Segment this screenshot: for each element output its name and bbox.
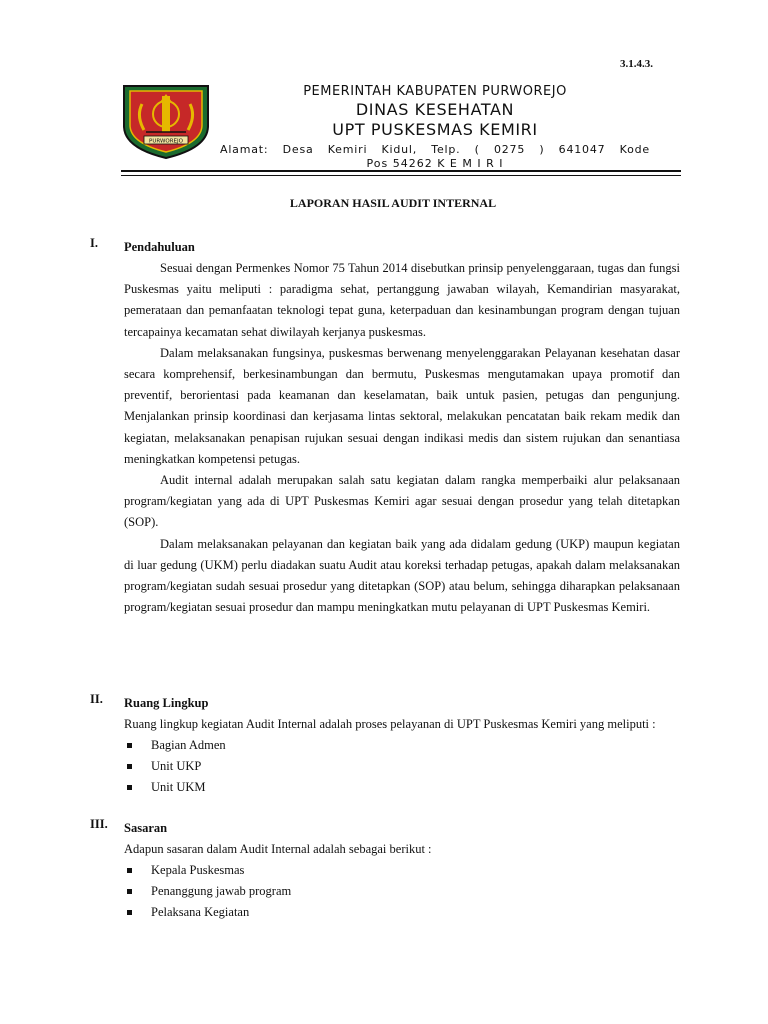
letterhead xyxy=(220,84,650,171)
section-title: Ruang Lingkup xyxy=(124,696,209,710)
document-number: 3.1.4.3. xyxy=(620,58,653,70)
letterhead-government: PEMERINTAH KABUPATEN PURWOREJO xyxy=(303,84,567,99)
regency-logo-icon xyxy=(120,82,212,160)
section-number: I. xyxy=(90,236,98,250)
letterhead-unit: UPT PUSKESMAS KEMIRI xyxy=(332,120,538,139)
list-item: Unit UKP xyxy=(124,756,680,777)
paragraph: Dalam melaksanakan pelayanan dan kegiatan baik yang ada didalam gedung (UKP) maupun kegiatan di luar gedung (UKM) perlu diadakan suatu Audit atau koreksi terhadap petugas, apakah dalam melaksanakan program/kegiatan sudah sesuai prosedur yang ditetapkan (SOP) atau belum, sehingga diharapkan pelaksanaan program/kegiatan sesuai prosedur dan mampu meningkatkan mutu pelayanan di UPT Puskesmas Kemiri. xyxy=(124,536,680,615)
section-title: Sasaran xyxy=(124,821,168,835)
list-item: Kepala Puskesmas xyxy=(124,860,680,881)
paragraph: Audit internal adalah merupakan salah satu kegiatan dalam rangka memperbaiki alur pelaksanaan program/kegiatan yang ada di UPT Puskesmas Kemiri agar sesuai dengan prosedur yang telah ditetapkan (SOP). xyxy=(124,473,680,530)
list-item: Pelaksana Kegiatan xyxy=(124,902,680,923)
section-number: II. xyxy=(90,692,103,706)
paragraph: Dalam melaksanakan fungsinya, puskesmas berwenang menyelenggarakan Pelayanan kesehatan dasar secara komprehensif, berkesinambungan dan bermutu, Puskesmas mengutamakan upaya promotif dan preventif, berorientasi pada keamanan dan keselamatan, baik untuk pasien, petugas dan pengunjung. Menjalankan prinsip koordinasi dan kerjasama lintas sektoral, melakukan pencatatan baik rekam medik dan kegiatan, melaksanakan penapisan rujukan sesuai dengan indikasi medis dan sistem rujukan dan senantiasa meningkatkan kompetensi petugas. xyxy=(124,345,680,466)
section-intro: Ruang lingkup kegiatan Audit Internal adalah proses pelayanan di UPT Puskesmas Kemiri yang meliputi : xyxy=(124,717,656,731)
letterhead-postal: Pos 54262 K E M I R I xyxy=(366,157,504,170)
letterhead-address: Alamat: Desa Kemiri Kidul, Telp. ( 0275 ) 641047 Kode xyxy=(220,143,650,156)
list-item: Bagian Admen xyxy=(124,735,680,756)
svg-text:PURWOREJO: PURWOREJO xyxy=(149,138,183,145)
report-title: LAPORAN HASIL AUDIT INTERNAL xyxy=(289,196,497,210)
section-title: Pendahuluan xyxy=(124,240,195,254)
list-item: Unit UKM xyxy=(124,777,680,798)
letterhead-divider-thin xyxy=(121,175,681,176)
letterhead-agency: DINAS KESEHATAN xyxy=(355,100,515,119)
section-number: III. xyxy=(90,817,108,831)
section-intro: Adapun sasaran dalam Audit Internal adalah sebagai berikut : xyxy=(124,842,432,856)
list-item: Penanggung jawab program xyxy=(124,881,680,902)
target-list xyxy=(124,860,680,923)
scope-list xyxy=(124,735,680,798)
letterhead-divider-thick xyxy=(121,170,681,172)
paragraph: Sesuai dengan Permenkes Nomor 75 Tahun 2014 disebutkan prinsip penyelenggaraan, tugas dan fungsi Puskesmas yaitu meliputi : paradigma sehat, pertanggung jawaban wilayah, Kemandirian masyarakat, pemerataan dan pemanfaatan teknologi tepat guna, keterpaduan dan kesinambungan program dengan tujuan tercapainya kecamatan sehat diwilayah kerjanya puskesmas. xyxy=(124,261,680,339)
